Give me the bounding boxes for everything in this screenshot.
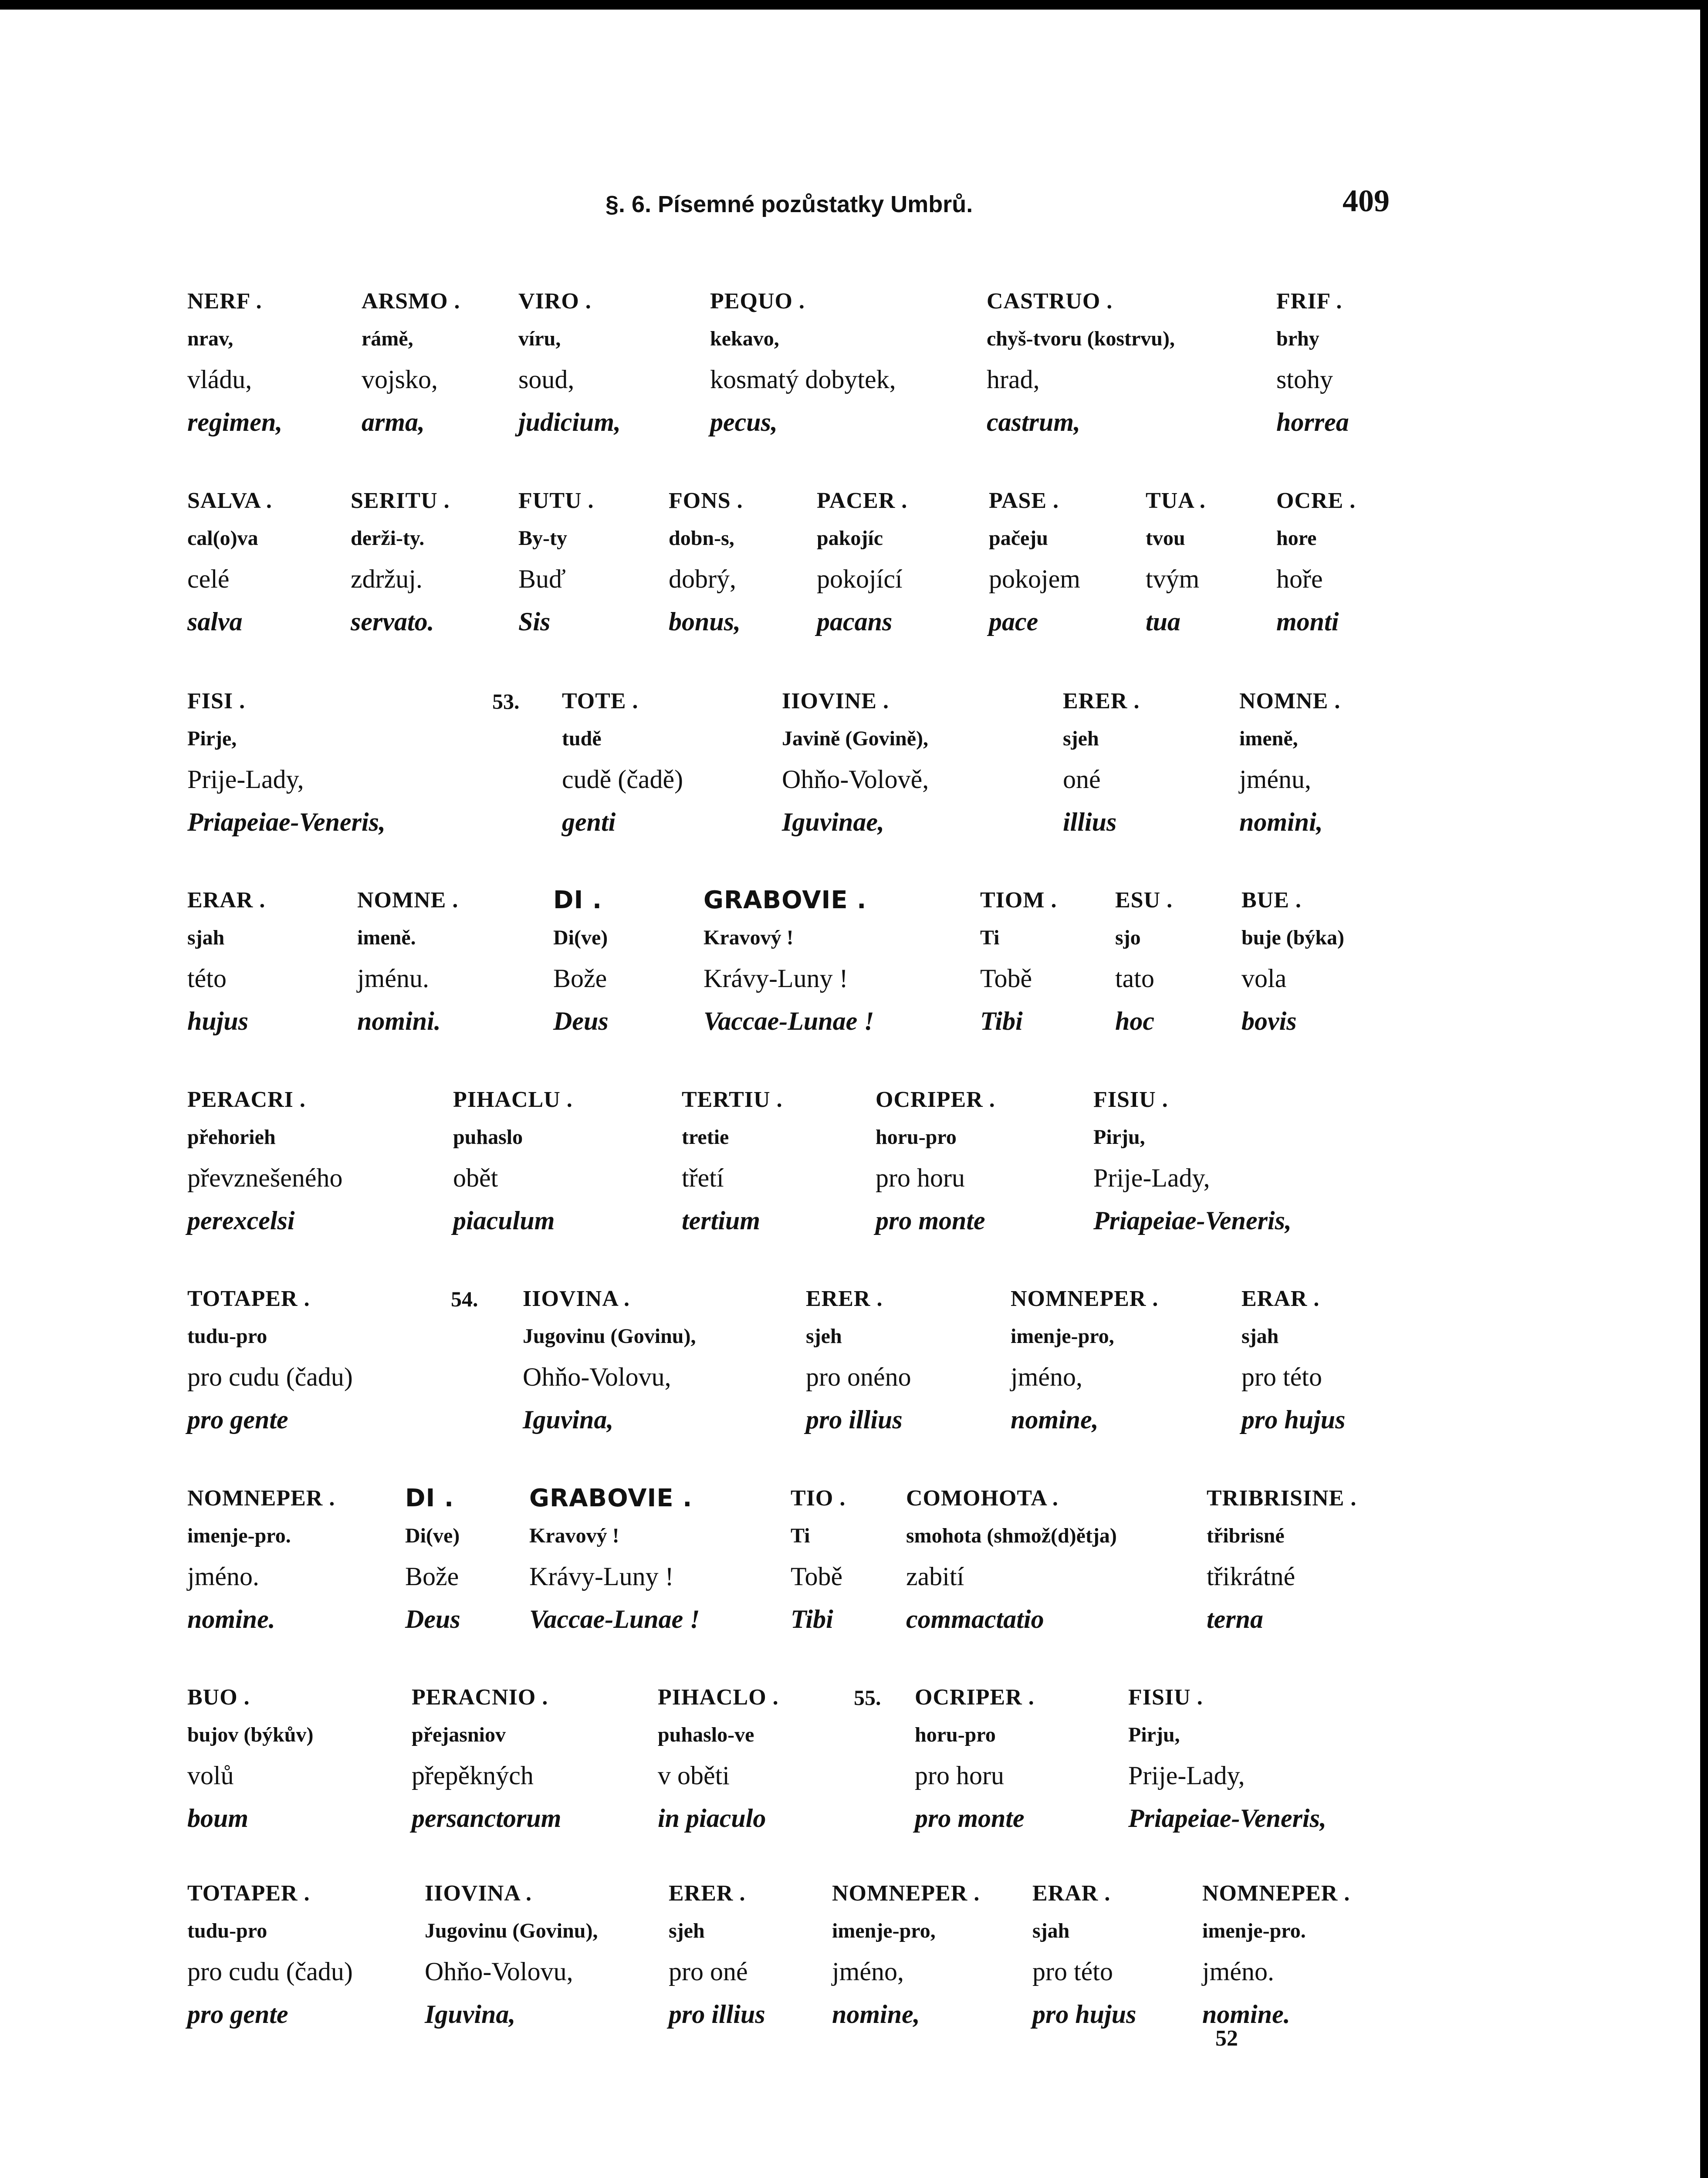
latin-gloss: nomine. bbox=[187, 1605, 275, 1634]
transliteration: sjah bbox=[1241, 1325, 1279, 1348]
latin-gloss: Sis bbox=[518, 607, 551, 636]
latin-gloss: horrea bbox=[1276, 408, 1349, 436]
word-entry bbox=[658, 1679, 945, 1840]
verse-row bbox=[187, 1480, 1398, 1654]
scan-border-top bbox=[0, 0, 1708, 10]
umbrian-word: OCRE . bbox=[1276, 488, 1356, 513]
transliteration: Jugovinu (Govinu), bbox=[523, 1325, 696, 1348]
umbrian-word: FONS . bbox=[669, 488, 743, 513]
signature-mark: 52 bbox=[1215, 2026, 1238, 2051]
umbrian-word: NOMNE . bbox=[357, 888, 459, 913]
latin-gloss: Iguvinae, bbox=[782, 808, 885, 836]
word-entry bbox=[523, 1281, 810, 1441]
umbrian-word: TOTE . bbox=[562, 689, 639, 714]
czech-gloss: pro oné bbox=[669, 1957, 748, 1986]
umbrian-word: ERER . bbox=[1063, 689, 1140, 714]
latin-gloss: bovis bbox=[1241, 1007, 1297, 1035]
latin-gloss: Tibi bbox=[980, 1007, 1023, 1035]
transliteration: imenje-pro. bbox=[187, 1524, 291, 1547]
umbrian-word: ERER . bbox=[806, 1286, 883, 1311]
czech-gloss: pro cudu (čadu) bbox=[187, 1363, 353, 1391]
czech-gloss: vládu, bbox=[187, 365, 252, 394]
czech-gloss: pro cudu (čadu) bbox=[187, 1957, 353, 1986]
transliteration: derži-ty. bbox=[351, 527, 425, 550]
transliteration: chyš-tvoru (kostrvu), bbox=[987, 327, 1175, 350]
latin-gloss: nomini, bbox=[1239, 808, 1323, 836]
running-title: §. 6. Písemné pozůstatky Umbrů. bbox=[605, 191, 973, 217]
latin-gloss: castrum, bbox=[987, 408, 1081, 436]
umbrian-word: GRABOVIE . bbox=[529, 1484, 693, 1512]
latin-gloss: Priapeiae-Veneris, bbox=[187, 808, 386, 836]
umbrian-word: FUTU . bbox=[518, 488, 594, 513]
czech-gloss: jménu, bbox=[1239, 765, 1311, 794]
transliteration: Javině (Govině), bbox=[782, 727, 928, 750]
transliteration: Di(ve) bbox=[553, 926, 608, 949]
transliteration: smohota (shmož(d)ětja) bbox=[906, 1524, 1117, 1547]
umbrian-word: ARSMO . bbox=[362, 289, 460, 314]
latin-gloss: bonus, bbox=[669, 607, 741, 636]
latin-gloss: regimen, bbox=[187, 408, 283, 436]
word-entry bbox=[1276, 483, 1564, 643]
verse-row bbox=[187, 483, 1398, 657]
czech-gloss: pokojící bbox=[817, 565, 903, 593]
czech-gloss: zdržuj. bbox=[351, 565, 423, 593]
scan-border-right bbox=[1700, 0, 1708, 2178]
transliteration: sjah bbox=[187, 926, 225, 949]
verse-row bbox=[187, 283, 1398, 457]
transliteration: Kravový ! bbox=[529, 1524, 619, 1547]
czech-gloss: této bbox=[187, 964, 227, 993]
transliteration: By-ty bbox=[518, 527, 567, 550]
umbrian-word: SERITU . bbox=[351, 488, 450, 513]
umbrian-word: GRABOVIE . bbox=[703, 886, 867, 914]
czech-gloss: cudě (čadě) bbox=[562, 765, 683, 794]
latin-gloss: pro monte bbox=[915, 1804, 1025, 1833]
latin-gloss: genti bbox=[562, 808, 616, 836]
czech-gloss: pokojem bbox=[989, 565, 1080, 593]
latin-gloss: pace bbox=[989, 607, 1038, 636]
latin-gloss: pro monte bbox=[876, 1206, 985, 1235]
latin-gloss: Vaccae-Lunae ! bbox=[703, 1007, 874, 1035]
umbrian-word: FISIU . bbox=[1128, 1685, 1203, 1710]
latin-gloss: monti bbox=[1276, 607, 1339, 636]
latin-gloss: pacans bbox=[817, 607, 893, 636]
latin-gloss: pecus, bbox=[710, 408, 778, 436]
transliteration: pakojíc bbox=[817, 527, 883, 550]
umbrian-word: PIHACLU . bbox=[453, 1087, 573, 1112]
czech-gloss: třikrátné bbox=[1207, 1562, 1295, 1591]
transliteration: tvou bbox=[1146, 527, 1185, 550]
czech-gloss: obět bbox=[453, 1163, 498, 1192]
page-number: 409 bbox=[1343, 183, 1390, 218]
latin-gloss: Vaccae-Lunae ! bbox=[529, 1605, 700, 1634]
czech-gloss: tvým bbox=[1146, 565, 1200, 593]
transliteration: sjeh bbox=[806, 1325, 842, 1348]
latin-gloss: nomini. bbox=[357, 1007, 441, 1035]
transliteration: Pirje, bbox=[187, 727, 237, 750]
umbrian-word: TRIBRISINE . bbox=[1207, 1486, 1357, 1511]
umbrian-word: FISIU . bbox=[1093, 1087, 1168, 1112]
latin-gloss: nomine. bbox=[1202, 2000, 1290, 2029]
umbrian-word: NOMNEPER . bbox=[187, 1486, 335, 1511]
czech-gloss: pro horu bbox=[876, 1163, 965, 1192]
word-entry bbox=[1128, 1679, 1416, 1840]
transliteration: Di(ve) bbox=[405, 1524, 460, 1547]
czech-gloss: oné bbox=[1063, 765, 1101, 794]
umbrian-word: DI . bbox=[405, 1484, 454, 1512]
umbrian-word: VIRO . bbox=[518, 289, 592, 314]
transliteration: rámě, bbox=[362, 327, 413, 350]
transliteration: sjeh bbox=[1063, 727, 1099, 750]
latin-gloss: pro gente bbox=[187, 2000, 288, 2029]
transliteration: přejasniov bbox=[412, 1723, 506, 1746]
czech-gloss: stohy bbox=[1276, 365, 1333, 394]
verse-row bbox=[187, 1082, 1398, 1256]
umbrian-word: TOTAPER . bbox=[187, 1881, 310, 1906]
word-entry bbox=[703, 882, 991, 1042]
umbrian-word: IIOVINE . bbox=[782, 689, 889, 714]
umbrian-word: ERAR . bbox=[1241, 1286, 1320, 1311]
word-entry bbox=[1241, 1281, 1529, 1441]
latin-gloss: Priapeiae-Veneris, bbox=[1128, 1804, 1326, 1833]
transliteration: Kravový ! bbox=[703, 926, 794, 949]
transliteration: puhaslo bbox=[453, 1126, 523, 1149]
transliteration: imenje-pro. bbox=[1202, 1919, 1306, 1942]
umbrian-word: NOMNE . bbox=[1239, 689, 1341, 714]
transliteration: Ti bbox=[791, 1524, 810, 1547]
czech-gloss: tato bbox=[1115, 964, 1154, 993]
transliteration: imenje-pro, bbox=[1011, 1325, 1114, 1348]
latin-gloss: pro illius bbox=[806, 1405, 903, 1434]
czech-gloss: Tobě bbox=[980, 964, 1032, 993]
word-entry bbox=[782, 683, 1069, 843]
latin-gloss: judicium, bbox=[518, 408, 621, 436]
word-entry bbox=[710, 283, 998, 443]
umbrian-word: COMOHOTA . bbox=[906, 1486, 1059, 1511]
latin-gloss: hujus bbox=[187, 1007, 249, 1035]
word-entry bbox=[412, 1679, 699, 1840]
transliteration: cal(o)va bbox=[187, 527, 258, 550]
transliteration: hore bbox=[1276, 527, 1317, 550]
umbrian-word: TUA . bbox=[1146, 488, 1206, 513]
word-entry bbox=[1239, 683, 1527, 843]
umbrian-word: PASE . bbox=[989, 488, 1059, 513]
word-entry bbox=[187, 683, 475, 843]
word-entry bbox=[906, 1480, 1194, 1640]
latin-gloss: pro hujus bbox=[1241, 1405, 1346, 1434]
czech-gloss: zabití bbox=[906, 1562, 964, 1591]
latin-gloss: tua bbox=[1146, 607, 1181, 636]
latin-gloss: in piaculo bbox=[658, 1804, 766, 1833]
latin-gloss: Deus bbox=[553, 1007, 609, 1035]
czech-gloss: třetí bbox=[682, 1163, 724, 1192]
word-entry bbox=[1207, 1480, 1494, 1640]
transliteration: imeně, bbox=[1239, 727, 1298, 750]
latin-gloss: pro illius bbox=[669, 2000, 765, 2029]
czech-gloss: Bože bbox=[405, 1562, 459, 1591]
czech-gloss: jméno. bbox=[1202, 1957, 1274, 1986]
umbrian-word: BUO . bbox=[187, 1685, 250, 1710]
transliteration: nrav, bbox=[187, 327, 233, 350]
umbrian-word: IIOVINA . bbox=[425, 1881, 532, 1906]
latin-gloss: commactatio bbox=[906, 1605, 1044, 1634]
word-entry bbox=[1202, 1875, 1490, 2036]
umbrian-word: BUE . bbox=[1241, 888, 1302, 913]
umbrian-word: OCRIPER . bbox=[876, 1087, 995, 1112]
word-entry bbox=[987, 283, 1274, 443]
verse-row bbox=[187, 1679, 1398, 1853]
czech-gloss: jméno. bbox=[187, 1562, 259, 1591]
czech-gloss: pro této bbox=[1032, 1957, 1113, 1986]
czech-gloss: Ohňo-Volově, bbox=[782, 765, 929, 794]
czech-gloss: jméno, bbox=[1011, 1363, 1082, 1391]
transliteration: brhy bbox=[1276, 327, 1319, 350]
czech-gloss: v oběti bbox=[658, 1761, 730, 1790]
transliteration: Pirju, bbox=[1128, 1723, 1180, 1746]
transliteration: tudu-pro bbox=[187, 1919, 267, 1942]
czech-gloss: Bože bbox=[553, 964, 607, 993]
umbrian-word: PERACRI . bbox=[187, 1087, 306, 1112]
umbrian-word: IIOVINA . bbox=[523, 1286, 630, 1311]
transliteration: buje (býka) bbox=[1241, 926, 1345, 949]
latin-gloss: Tibi bbox=[791, 1605, 833, 1634]
transliteration: sjeh bbox=[669, 1919, 705, 1942]
czech-gloss: pro horu bbox=[915, 1761, 1004, 1790]
umbrian-word: NOMNEPER . bbox=[1202, 1881, 1350, 1906]
transliteration: dobn-s, bbox=[669, 527, 734, 550]
umbrian-word: ESU . bbox=[1115, 888, 1173, 913]
transliteration: Jugovinu (Govinu), bbox=[425, 1919, 598, 1942]
transliteration: bujov (býkův) bbox=[187, 1723, 314, 1746]
transliteration: víru, bbox=[518, 327, 561, 350]
latin-gloss: servato. bbox=[351, 607, 434, 636]
czech-gloss: kosmatý dobytek, bbox=[710, 365, 896, 394]
czech-gloss: jménu. bbox=[357, 964, 429, 993]
czech-gloss: Ohňo-Volovu, bbox=[425, 1957, 573, 1986]
transliteration: třibrisné bbox=[1207, 1524, 1285, 1547]
word-entry bbox=[529, 1480, 817, 1640]
verse-row bbox=[187, 683, 1398, 857]
czech-gloss: vojsko, bbox=[362, 365, 438, 394]
transliteration: přehorieh bbox=[187, 1126, 276, 1149]
latin-gloss: pro gente bbox=[187, 1405, 288, 1434]
umbrian-word: CASTRUO . bbox=[987, 289, 1113, 314]
umbrian-word: PEQUO . bbox=[710, 289, 805, 314]
latin-gloss: arma, bbox=[362, 408, 425, 436]
latin-gloss: terna bbox=[1207, 1605, 1264, 1634]
czech-gloss: dobrý, bbox=[669, 565, 736, 593]
czech-gloss: jméno, bbox=[832, 1957, 904, 1986]
transliteration: imenje-pro, bbox=[832, 1919, 936, 1942]
czech-gloss: Krávy-Luny ! bbox=[703, 964, 848, 993]
transliteration: tudě bbox=[562, 727, 602, 750]
transliteration: horu-pro bbox=[876, 1126, 957, 1149]
czech-gloss: přepěkných bbox=[412, 1761, 534, 1790]
latin-gloss: illius bbox=[1063, 808, 1117, 836]
umbrian-word: PERACNIO . bbox=[412, 1685, 548, 1710]
czech-gloss: hoře bbox=[1276, 565, 1323, 593]
transliteration: sjah bbox=[1032, 1919, 1070, 1942]
czech-gloss: Prije-Lady, bbox=[1093, 1163, 1210, 1192]
czech-gloss: soud, bbox=[518, 365, 575, 394]
umbrian-word: NOMNEPER . bbox=[1011, 1286, 1159, 1311]
umbrian-word: DI . bbox=[553, 886, 602, 914]
czech-gloss: převznešeného bbox=[187, 1163, 343, 1192]
transliteration: tudu-pro bbox=[187, 1325, 267, 1348]
transliteration: Pirju, bbox=[1093, 1126, 1145, 1149]
word-entry bbox=[187, 1281, 475, 1441]
umbrian-word: FRIF . bbox=[1276, 289, 1343, 314]
transliteration: horu-pro bbox=[915, 1723, 996, 1746]
verse-number: 53. bbox=[492, 689, 520, 714]
umbrian-word: TIO . bbox=[791, 1486, 846, 1511]
umbrian-word: ERER . bbox=[669, 1881, 746, 1906]
umbrian-word: PIHACLO . bbox=[658, 1685, 779, 1710]
umbrian-word: SALVA . bbox=[187, 488, 272, 513]
verse-number: 54. bbox=[451, 1287, 478, 1311]
umbrian-word: FISI . bbox=[187, 689, 246, 714]
czech-gloss: Krávy-Luny ! bbox=[529, 1562, 674, 1591]
umbrian-word: NOMNEPER . bbox=[832, 1881, 980, 1906]
latin-gloss: piaculum bbox=[453, 1206, 555, 1235]
verse-row bbox=[187, 1875, 1398, 2049]
czech-gloss: Prije-Lady, bbox=[1128, 1761, 1245, 1790]
umbrian-word: ERAR . bbox=[1032, 1881, 1111, 1906]
verse-number: 55. bbox=[854, 1685, 881, 1710]
czech-gloss: pro této bbox=[1241, 1363, 1322, 1391]
word-entry bbox=[187, 1082, 475, 1242]
word-entry bbox=[1276, 283, 1564, 443]
umbrian-word: TERTIU . bbox=[682, 1087, 783, 1112]
verse-row bbox=[187, 1281, 1398, 1455]
latin-gloss: salva bbox=[187, 607, 243, 636]
latin-gloss: nomine, bbox=[1011, 1405, 1099, 1434]
word-entry bbox=[1093, 1082, 1381, 1242]
latin-gloss: Deus bbox=[405, 1605, 460, 1634]
verse-row bbox=[187, 882, 1398, 1056]
transliteration: pačeju bbox=[989, 527, 1048, 550]
latin-gloss: tertium bbox=[682, 1206, 761, 1235]
latin-gloss: Iguvina, bbox=[523, 1405, 614, 1434]
czech-gloss: hrad, bbox=[987, 365, 1040, 394]
umbrian-word: ERAR . bbox=[187, 888, 266, 913]
latin-gloss: Priapeiae-Veneris, bbox=[1093, 1206, 1292, 1235]
transliteration: puhaslo-ve bbox=[658, 1723, 754, 1746]
umbrian-word: OCRIPER . bbox=[915, 1685, 1035, 1710]
latin-gloss: boum bbox=[187, 1804, 249, 1833]
latin-gloss: hoc bbox=[1115, 1007, 1154, 1035]
czech-gloss: celé bbox=[187, 565, 230, 593]
transliteration: imeně. bbox=[357, 926, 416, 949]
transliteration: kekavo, bbox=[710, 327, 779, 350]
czech-gloss: Buď bbox=[518, 565, 566, 593]
czech-gloss: Tobě bbox=[791, 1562, 843, 1591]
latin-gloss: perexcelsi bbox=[187, 1206, 295, 1235]
transliteration: sjo bbox=[1115, 926, 1141, 949]
word-entry bbox=[1241, 882, 1529, 1042]
page-header bbox=[187, 183, 1390, 227]
latin-gloss: nomine, bbox=[832, 2000, 920, 2029]
latin-gloss: pro hujus bbox=[1032, 2000, 1136, 2029]
umbrian-word: TIOM . bbox=[980, 888, 1057, 913]
latin-gloss: Iguvina, bbox=[425, 2000, 516, 2029]
czech-gloss: pro onéno bbox=[806, 1363, 911, 1391]
umbrian-word: TOTAPER . bbox=[187, 1286, 310, 1311]
czech-gloss: volů bbox=[187, 1761, 234, 1790]
latin-gloss: persanctorum bbox=[412, 1804, 561, 1833]
czech-gloss: vola bbox=[1241, 964, 1287, 993]
transliteration: tretie bbox=[682, 1126, 729, 1149]
czech-gloss: Ohňo-Volovu, bbox=[523, 1363, 671, 1391]
czech-gloss: Prije-Lady, bbox=[187, 765, 304, 794]
umbrian-word: NERF . bbox=[187, 289, 262, 314]
transliteration: Ti bbox=[980, 926, 1000, 949]
umbrian-word: PACER . bbox=[817, 488, 908, 513]
